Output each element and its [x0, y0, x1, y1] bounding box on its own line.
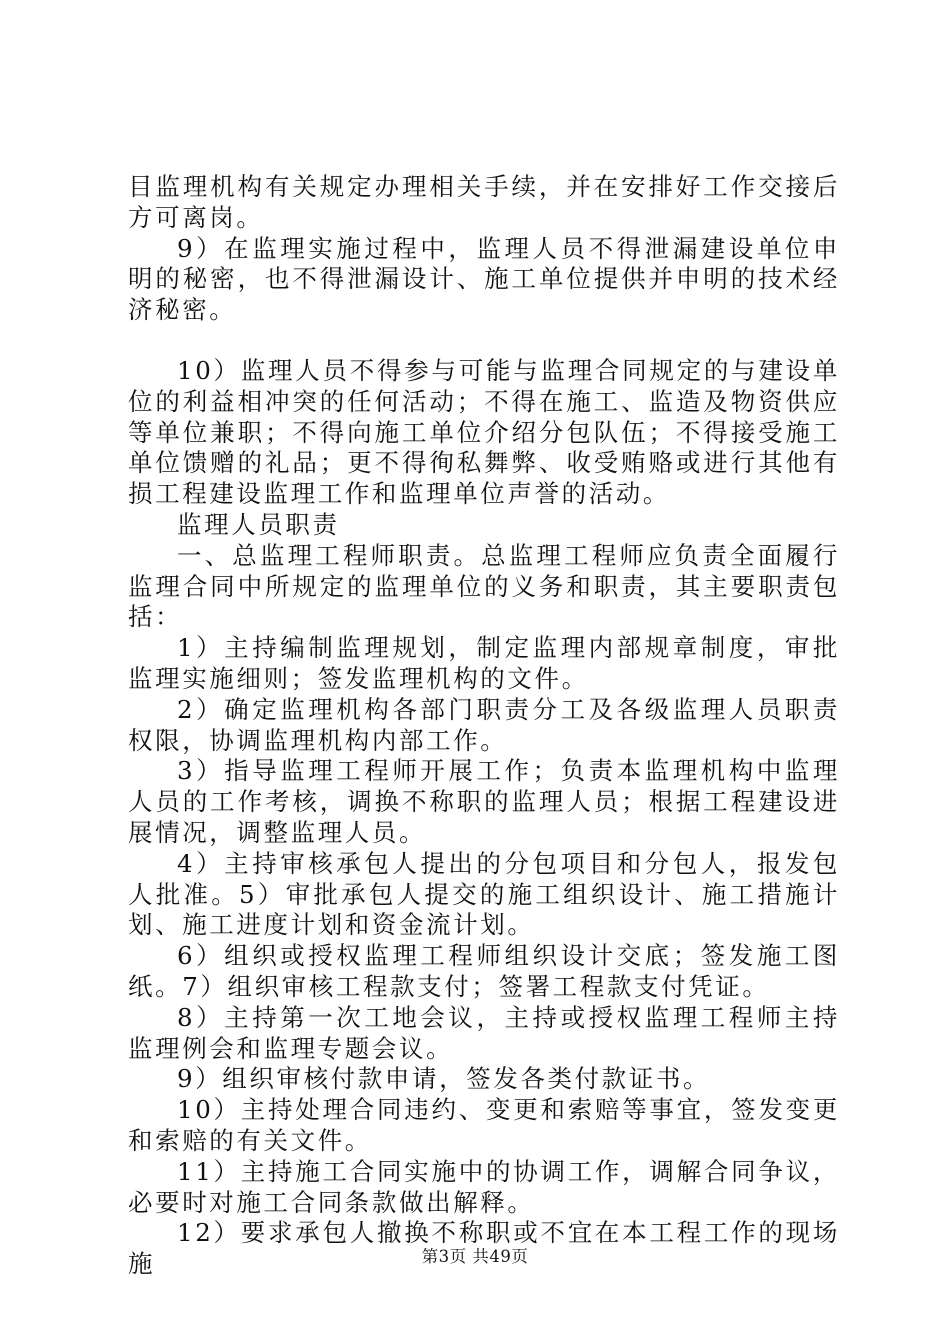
paragraph-item-10-conflict-of-interest: 10）监理人员不得参与可能与监理合同规定的与建设单位的利益相冲突的任何活动；不得在施工、监造及物资供应等单位兼职；不得向施工单位介绍分包队伍；不得接受施工单位馈赠的礼品；更不得徇私舞弊、收受贿赂或进行其他有损工程建设监理工作和监理单位声誉的活动。	[128, 355, 840, 509]
document-body	[128, 172, 840, 1280]
duty-item-12: 12）要求承包人撤换不称职或不宜在本工程工作的现场施	[128, 1218, 840, 1279]
paragraph-chief-engineer-duties: 一、总监理工程师职责。总监理工程师应负责全面履行监理合同中所规定的监理单位的义务和职责，其主要职责包括：	[128, 540, 840, 632]
duty-item-6-7: 6）组织或授权监理工程师组织设计交底；签发施工图纸。7）组织审核工程款支付；签署工程款支付凭证。	[128, 941, 840, 1001]
page-number-footer: 第3页 共49页	[421, 1247, 529, 1266]
duty-item-9: 9）组织审核付款申请，签发各类付款证书。	[177, 1064, 711, 1094]
duty-item-11: 11）主持施工合同实施中的协调工作，调解合同争议，必要时对施工合同条款做出解释。	[128, 1156, 840, 1217]
paragraph-continuation: 目监理机构有关规定办理相关手续，并在安排好工作交接后方可离岗。	[128, 172, 840, 232]
duty-item-2: 2）确定监理机构各部门职责分工及各级监理人员职责权限，协调监理机构内部工作。	[128, 694, 840, 755]
duty-item-3: 3）指导监理工程师开展工作；负责本监理机构中监理人员的工作考核，调换不称职的监理人员；根据工程建设进展情况，调整监理人员。	[128, 756, 840, 847]
duty-item-4-5: 4）主持审核承包人提出的分包项目和分包人，报发包人批准。5）审批承包人提交的施工组织设计、施工措施计划、施工进度计划和资金流计划。	[128, 848, 840, 940]
duty-item-10: 10）主持处理合同违约、变更和索赔等事宜，签发变更和索赔的有关文件。	[128, 1095, 840, 1155]
section-heading-supervisor-duties: 监理人员职责	[177, 509, 340, 539]
duty-item-1: 1）主持编制监理规划，制定监理内部规章制度，审批监理实施细则；签发监理机构的文件。	[128, 633, 840, 693]
duty-item-8: 8）主持第一次工地会议，主持或授权监理工程师主持监理例会和监理专题会议。	[128, 1002, 840, 1063]
paragraph-item-9-confidentiality: 9）在监理实施过程中，监理人员不得泄漏建设单位申明的秘密，也不得泄漏设计、施工单位提供并申明的技术经济秘密。	[128, 233, 840, 325]
